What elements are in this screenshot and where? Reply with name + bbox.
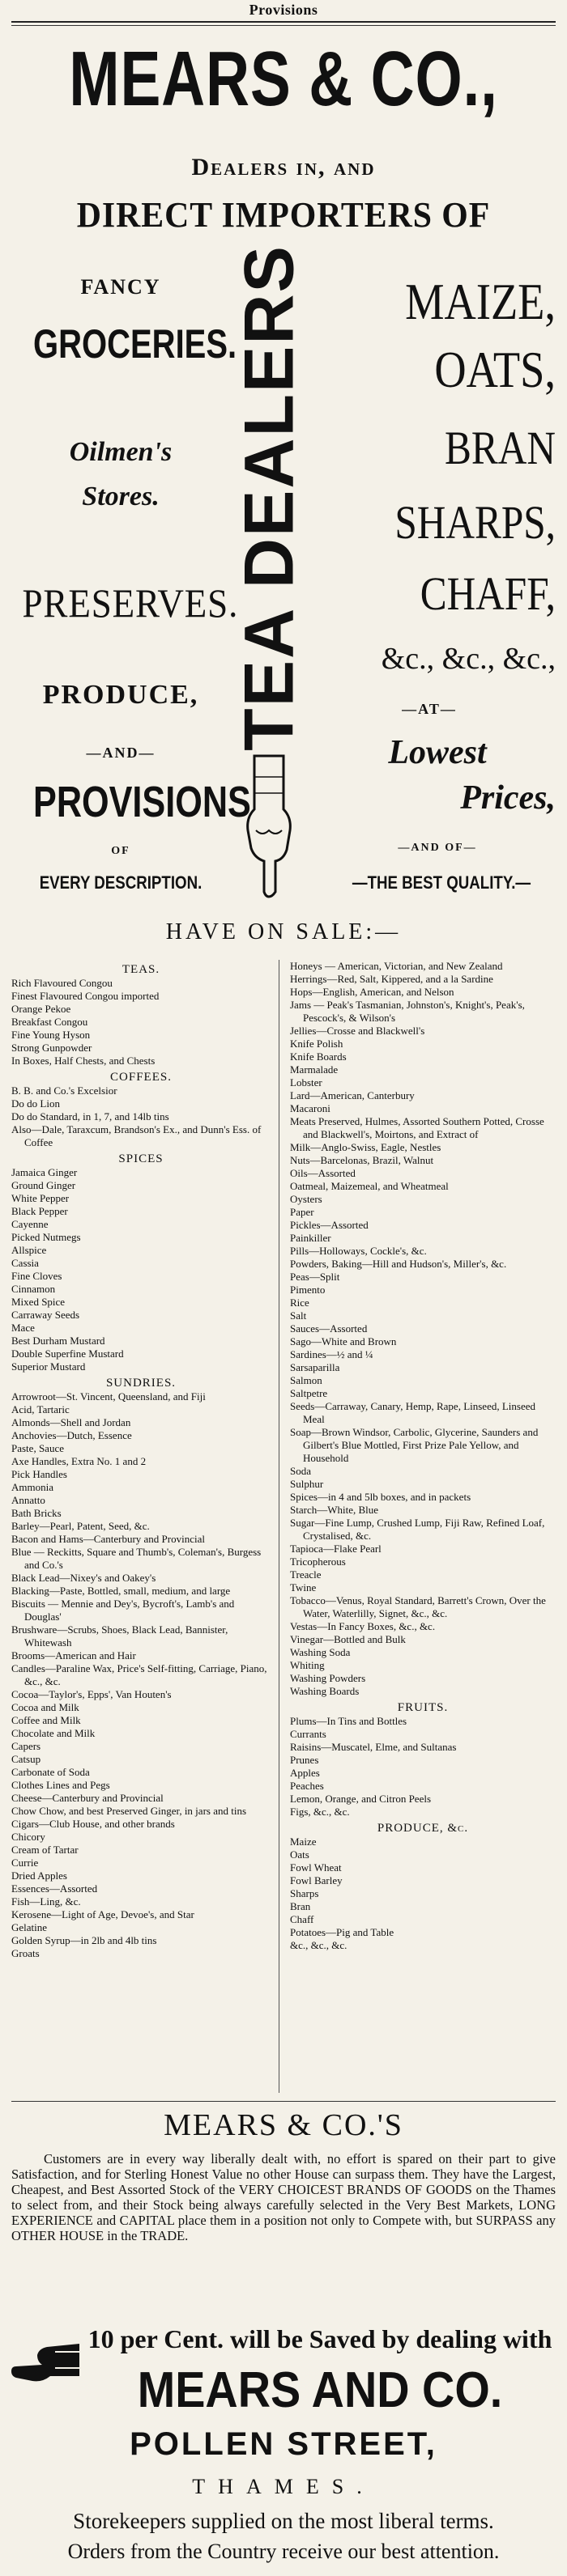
list-item: Meats Preserved, Hulmes, Assorted Southern Potted, Crosse and Blackwell's, Moirtons, and Extract of	[290, 1115, 544, 1140]
list-item: Fowl Barley	[290, 1874, 343, 1886]
list-item: Potatoes—Pig and Table	[290, 1926, 394, 1938]
pitch-paragraph: Customers are in every way liberally dealt with, no effort is spared on their part to give Satisfaction, and for Sterling Honest Value no other House can surpass them. They have the Largest, Cheapest, and Best Assorted Stock of the VERY CHOICEST BRANDS OF GOODS on the Thames to select from, and their Stock being always carefully selected in the Very Best Markets, LONG EXPERIENCE and CAPITAL place them in a position not only to Compete with, but SURPASS any OTHER HOUSE in the TRADE.	[11, 2151, 556, 2243]
list-item: Black Pepper	[11, 1205, 68, 1217]
orders-line: Orders from the Country receive our best attention.	[67, 2540, 500, 2563]
list-item: Tricopherous	[290, 1555, 346, 1568]
list-item: Best Durham Mustard	[11, 1335, 105, 1347]
list-item: Currie	[11, 1857, 39, 1869]
list-item: Bacon and Hams—Canterbury and Provincial	[11, 1533, 205, 1545]
list-item: Black Lead—Nixey's and Oakey's	[11, 1572, 156, 1584]
top-rule-thin	[11, 25, 556, 26]
list-item: Strong Gunpowder	[11, 1042, 92, 1054]
maize-label: MAIZE,	[405, 273, 556, 330]
list-item: Paper	[290, 1206, 314, 1218]
list-item: Rich Flavoured Congou	[11, 977, 113, 989]
list-item: Nuts—Barcelonas, Brazil, Walnut	[290, 1154, 434, 1166]
list-item: Sauces—Assorted	[290, 1322, 368, 1335]
listing-right-column	[290, 960, 556, 1952]
list-item: Biscuits — Mennie and Dey's, Bycroft's, Lamb's and Douglas'	[11, 1598, 235, 1623]
oilmens-label: Oilmen's	[69, 437, 173, 467]
list-item: Oils—Assorted	[290, 1167, 356, 1179]
list-item: Cream of Tartar	[11, 1844, 79, 1856]
list-item: Cocoa and Milk	[11, 1701, 79, 1713]
etc-label: &c., &c., &c.,	[381, 642, 556, 676]
list-item: Golden Syrup—in 2lb and 4lb tins	[11, 1934, 157, 1946]
list-item: Fish—Ling, &c.	[11, 1895, 81, 1908]
list-item: Apples	[290, 1767, 320, 1779]
list-item: Arrowroot—St. Vincent, Queensland, and Fiji	[11, 1390, 206, 1403]
list-item: Soda	[290, 1465, 311, 1477]
list-item: B. B. and Co.'s Excelsior	[11, 1084, 117, 1097]
list-item: Superior Mustard	[11, 1360, 86, 1373]
list-item: Fine Young Hyson	[11, 1029, 91, 1041]
list-item: Carraway Seeds	[11, 1309, 80, 1321]
at-label: —AT—	[402, 701, 457, 717]
every-description-label: EVERY DESCRIPTION.	[39, 872, 202, 893]
prices-label: Prices,	[460, 779, 556, 817]
list-item: Almonds—Shell and Jordan	[11, 1416, 131, 1428]
list-item: Cassia	[11, 1257, 39, 1269]
produce-label: PRODUCE,	[42, 680, 199, 710]
oats-label: OATS,	[434, 341, 556, 398]
list-item: Carbonate of Soda	[11, 1766, 90, 1778]
list-item: Groats	[11, 1947, 40, 1959]
list-item: Milk—Anglo-Swiss, Eagle, Nestles	[290, 1141, 441, 1153]
list-item: Ground Ginger	[11, 1179, 76, 1191]
list-item: Finest Flavoured Congou imported	[11, 990, 160, 1002]
list-item: Clothes Lines and Pegs	[11, 1779, 110, 1791]
stores-label: Stores.	[82, 482, 160, 511]
of-label: OF	[111, 845, 130, 857]
list-item: Salmon	[290, 1374, 322, 1386]
pointing-hand-down-icon	[240, 753, 298, 898]
list-item: Brushware—Scrubs, Shoes, Black Lead, Bannister, Whitewash	[11, 1623, 228, 1649]
list-item: Capers	[11, 1740, 41, 1752]
list-item: Blacking—Paste, Bottled, small, medium, and large	[11, 1585, 231, 1597]
list-item: Dried Apples	[11, 1869, 67, 1882]
list-item: &c., &c., &c.	[290, 1939, 347, 1951]
list-item: Prunes	[290, 1754, 319, 1766]
list-item: Lobster	[290, 1076, 322, 1089]
list-item: Peas—Split	[290, 1271, 340, 1283]
and-of-label: —AND OF—	[398, 842, 477, 854]
list-item: Tobacco—Venus, Royal Standard, Barrett's Crown, Over the Water, Waterlilly, Signet, &c., &c.	[290, 1594, 546, 1619]
category-heading: SPICES	[118, 1152, 164, 1165]
groceries-label: GROCERIES.	[33, 321, 237, 367]
ten-per-cent-line: 10 per Cent. will be Saved by dealing with	[87, 2324, 552, 2353]
list-item: Hops—English, American, and Nelson	[290, 986, 454, 998]
list-item: Orange Pekoe	[11, 1003, 71, 1015]
list-item: Kerosene—Light of Age, Devoe's, and Star	[11, 1908, 194, 1920]
list-item: Vestas—In Fancy Boxes, &c., &c.	[290, 1620, 436, 1632]
list-item: Picked Nutmegs	[11, 1231, 81, 1243]
list-item: In Boxes, Half Chests, and Chests	[11, 1055, 156, 1067]
list-item: Pick Handles	[11, 1468, 67, 1480]
list-item: Twine	[290, 1581, 317, 1594]
list-item: Coffee and Milk	[11, 1714, 81, 1726]
pointing-hand-left-icon	[10, 2319, 83, 2400]
list-item: Herrings—Red, Salt, Kippered, and a la Sardine	[290, 973, 493, 985]
list-item: Sulphur	[290, 1478, 324, 1490]
storekeepers-line: Storekeepers supplied on the most liberal terms.	[73, 2509, 494, 2533]
list-item: Mace	[11, 1322, 35, 1334]
list-item: Oatmeal, Maizemeal, and Wheatmeal	[290, 1180, 449, 1192]
have-on-sale-heading: HAVE ON SALE:—	[165, 919, 402, 944]
list-item: Jamaica Ginger	[11, 1166, 78, 1178]
lowest-label: Lowest	[388, 734, 487, 771]
bran-label: BRAN	[445, 422, 556, 474]
list-item: Lemon, Orange, and Citron Peels	[290, 1793, 432, 1805]
list-item: Gelatine	[11, 1921, 48, 1933]
list-item: Bath Bricks	[11, 1507, 62, 1519]
list-item: Axe Handles, Extra No. 1 and 2	[11, 1455, 147, 1467]
list-item: Sugar—Fine Lump, Crushed Lump, Fiji Raw, Refined Loaf, Crystalised, &c.	[290, 1517, 545, 1542]
and-label: —AND—	[86, 745, 156, 761]
list-item: Cayenne	[11, 1218, 49, 1230]
list-item: Annatto	[11, 1494, 45, 1506]
list-item: Acid, Tartaric	[11, 1403, 70, 1415]
running-head: Provisions	[249, 2, 318, 18]
list-item: Spices—in 4 and 5lb boxes, and in packets	[290, 1491, 471, 1503]
list-item: Chocolate and Milk	[11, 1727, 96, 1739]
list-item: Paste, Sauce	[11, 1442, 64, 1454]
list-item: Washing Boards	[290, 1685, 360, 1697]
top-rule	[11, 21, 556, 23]
listing-left-column	[11, 960, 271, 1960]
list-item: Tapioca—Flake Pearl	[290, 1543, 382, 1555]
list-item: Currants	[290, 1728, 326, 1740]
list-item: Brooms—American and Hair	[11, 1649, 136, 1661]
list-item: Treacle	[290, 1568, 322, 1581]
tea-dealers-text: TEA DEALERS	[230, 244, 309, 751]
chaff-label: CHAFF,	[420, 567, 556, 620]
pollen-street-line: POLLEN STREET,	[130, 2426, 437, 2462]
list-item: Oats	[290, 1848, 309, 1861]
list-item: Knife Boards	[290, 1050, 347, 1063]
list-item: Chicory	[11, 1831, 45, 1843]
list-item: Fine Cloves	[11, 1270, 62, 1282]
list-item: Saltpetre	[290, 1387, 328, 1399]
list-item: Barley—Pearl, Patent, Seed, &c.	[11, 1520, 150, 1532]
list-item: Ammonia	[11, 1481, 53, 1493]
list-item: Macaroni	[290, 1102, 330, 1114]
list-item: Peaches	[290, 1780, 324, 1792]
list-item: Plums—In Tins and Bottles	[290, 1715, 407, 1727]
list-item: Chow Chow, and best Preserved Ginger, in jars and tins	[11, 1805, 247, 1817]
list-item: Cinnamon	[11, 1283, 56, 1295]
mears-cos-heading: MEARS & CO.'S	[164, 2108, 403, 2142]
list-item: Seeds—Carraway, Canary, Hemp, Rape, Linseed, Linseed Meal	[290, 1400, 535, 1425]
list-item: Do do Lion	[11, 1097, 60, 1110]
list-item: Candles—Paraline Wax, Price's Self-fitting, Carriage, Piano, &c., &c.	[11, 1662, 267, 1687]
list-item: Vinegar—Bottled and Bulk	[290, 1633, 406, 1645]
best-quality-label: —THE BEST QUALITY.—	[352, 872, 531, 893]
list-item: Bran	[290, 1900, 311, 1912]
list-item: Oysters	[290, 1193, 322, 1205]
dealers-in-line: Dealers in, and	[191, 154, 376, 180]
category-heading: TEAS.	[122, 963, 160, 976]
list-item: Washing Powders	[290, 1672, 366, 1684]
firm-name: MEARS & CO.,	[69, 36, 498, 122]
list-item: Cheese—Canterbury and Provincial	[11, 1792, 164, 1804]
list-item: White Pepper	[11, 1192, 70, 1204]
list-item: Washing Soda	[290, 1646, 351, 1658]
list-item: Marmalade	[290, 1063, 339, 1076]
list-item: Honeys — American, Victorian, and New Zealand	[290, 960, 503, 972]
list-item: Cigars—Club House, and other brands	[11, 1818, 175, 1830]
list-item: Sarsaparilla	[290, 1361, 340, 1373]
list-item: Anchovies—Dutch, Essence	[11, 1429, 132, 1441]
mears-and-co-footer: MEARS AND CO.	[137, 2362, 503, 2418]
fancy-label: FANCY	[80, 275, 161, 299]
list-item: Jams — Peak's Tasmanian, Johnston's, Knight's, Peak's, Pescock's, & Wilson's	[290, 999, 525, 1024]
list-item: Jellies—Crosse and Blackwell's	[290, 1025, 425, 1037]
list-item: Starch—White, Blue	[290, 1504, 379, 1516]
list-item: Blue — Reckitts, Square and Thumb's, Coleman's, Burgess and Co.'s	[11, 1546, 262, 1571]
category-heading: PRODUCE, &c.	[377, 1822, 469, 1835]
list-item: Sardines—½ and ¼	[290, 1348, 373, 1360]
list-item: Allspice	[11, 1244, 47, 1256]
list-item: Figs, &c., &c.	[290, 1806, 350, 1818]
category-heading: SUNDRIES.	[105, 1377, 177, 1390]
list-item: Whiting	[290, 1659, 325, 1671]
list-item: Do do Standard, in 1, 7, and 14lb tins	[11, 1110, 169, 1122]
list-item: Chaff	[290, 1913, 314, 1925]
list-item: Sago—White and Brown	[290, 1335, 397, 1347]
list-item: Catsup	[11, 1753, 41, 1765]
list-item: Breakfast Congou	[11, 1016, 88, 1028]
thames-line: THAMES.	[192, 2475, 375, 2498]
tea-dealers-vertical	[230, 244, 309, 751]
list-item: Essences—Assorted	[11, 1882, 98, 1895]
list-item: Lard—American, Canterbury	[290, 1089, 415, 1101]
category-heading: FRUITS.	[397, 1701, 449, 1714]
list-item: Soap—Brown Windsor, Carbolic, Glycerine, Saunders and Gilbert's Blue Mottled, First Prize Pale Yellow, and Household	[290, 1426, 539, 1464]
list-item: Cocoa—Taylor's, Epps', Van Houten's	[11, 1688, 172, 1700]
list-item: Fowl Wheat	[290, 1861, 342, 1874]
category-heading: COFFEES.	[110, 1071, 172, 1084]
list-item: Double Superfine Mustard	[11, 1347, 124, 1360]
list-item: Powders, Baking—Hill and Hudson's, Miller's, &c.	[290, 1258, 507, 1270]
list-item: Rice	[290, 1296, 309, 1309]
list-item: Maize	[290, 1835, 317, 1848]
list-item: Pimento	[290, 1284, 326, 1296]
list-item: Sharps	[290, 1887, 319, 1899]
list-item: Pills—Holloways, Cockle's, &c.	[290, 1245, 427, 1257]
list-item: Mixed Spice	[11, 1296, 66, 1308]
list-item: Salt	[290, 1309, 307, 1322]
footer-rule	[11, 2101, 556, 2102]
direct-importers-line: DIRECT IMPORTERS OF	[76, 195, 491, 235]
list-item: Pickles—Assorted	[290, 1219, 369, 1231]
sharps-label: SHARPS,	[394, 496, 556, 549]
preserves-label: PRESERVES.	[22, 580, 239, 626]
list-item: Painkiller	[290, 1232, 331, 1244]
list-item: Knife Polish	[290, 1038, 343, 1050]
provisions-label: PROVISIONS	[33, 778, 251, 826]
list-item: Also—Dale, Taraxcum, Brandson's Ex., and Dunn's Ess. of Coffee	[11, 1123, 262, 1148]
list-item: Raisins—Muscatel, Elme, and Sultanas	[290, 1741, 457, 1753]
